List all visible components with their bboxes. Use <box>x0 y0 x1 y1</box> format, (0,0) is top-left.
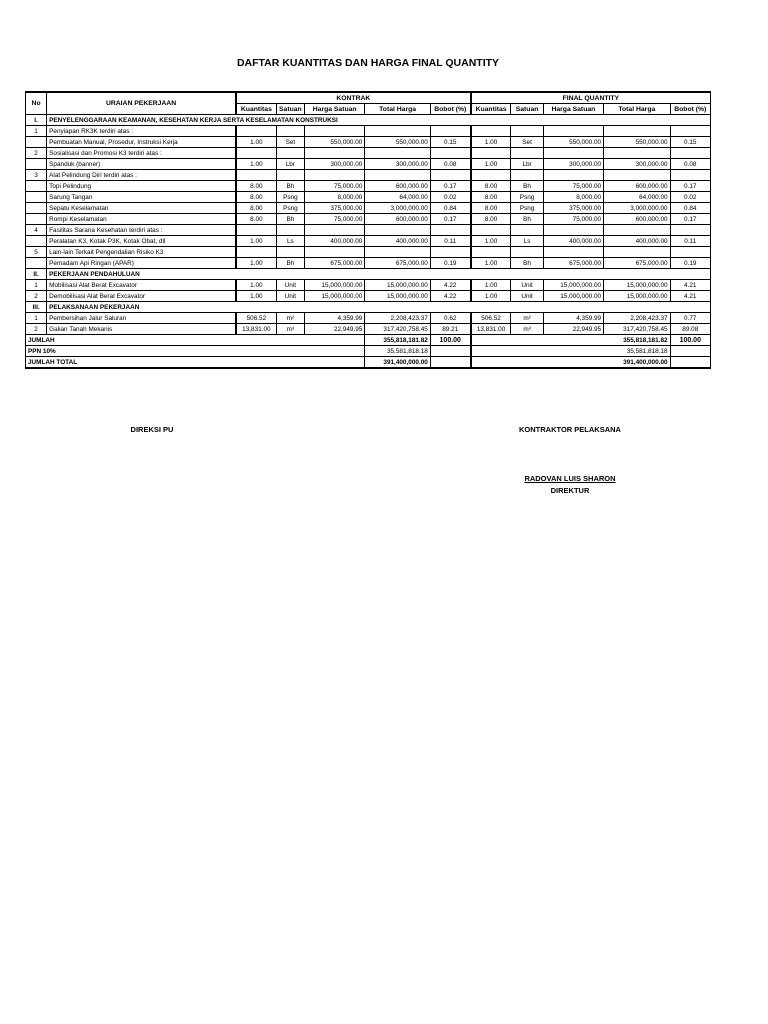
final-kuantitas-cell <box>471 225 511 236</box>
kontrak-satuan-cell: m³ <box>276 324 304 335</box>
table-row <box>26 170 711 181</box>
final-total-harga-cell: 2,208,423.37 <box>604 313 670 324</box>
kontrak-kuantitas-cell: 506.52 <box>236 313 276 324</box>
kontrak-total-harga-cell <box>365 126 430 137</box>
row-description: Pemadam Api Ringan (APAR) <box>47 258 236 269</box>
final-kuantitas-cell: 1.00 <box>471 280 511 291</box>
final-harga-satuan-cell: 75,000.00 <box>543 214 603 225</box>
kontrak-bobot-cell: 89.21 <box>430 324 470 335</box>
final-total-harga-cell: 15,000,000.00 <box>604 280 670 291</box>
kontrak-bobot-cell: 4.22 <box>430 291 470 302</box>
kontrak-kuantitas-cell: 1.00 <box>236 159 276 170</box>
header-satuan: Satuan <box>276 104 304 115</box>
kontrak-total-harga-cell: 550,000.00 <box>365 137 430 148</box>
kontrak-harga-satuan-cell: 8,000.00 <box>304 192 364 203</box>
row-description: Peralatan K3, Kotak P3K, Kotak Obat, dll <box>47 236 236 247</box>
final-bobot-cell <box>670 225 710 236</box>
final-harga-satuan-cell <box>543 126 603 137</box>
final-bobot-cell <box>670 247 710 258</box>
table-row <box>26 203 711 214</box>
kontrak-harga-satuan-cell: 4,359.99 <box>304 313 364 324</box>
final-satuan-cell: m³ <box>511 324 543 335</box>
kontrak-total-harga-cell: 675,000.00 <box>365 258 430 269</box>
header-harga-satuan: Harga Satuan <box>543 104 603 115</box>
final-satuan-cell: Bh <box>511 258 543 269</box>
final-bobot-cell: 0.08 <box>670 159 710 170</box>
kontrak-satuan-cell: Bh <box>276 214 304 225</box>
final-satuan-cell: Bh <box>511 181 543 192</box>
final-satuan-cell: m² <box>511 313 543 324</box>
final-satuan-cell <box>511 247 543 258</box>
final-satuan-cell: Unit <box>511 280 543 291</box>
final-total-harga-cell <box>604 170 670 181</box>
kontrak-harga-satuan-cell: 400,000.00 <box>304 236 364 247</box>
final-kuantitas-cell <box>471 148 511 159</box>
row-number: 5 <box>26 247 47 258</box>
final-satuan-cell: Set <box>511 137 543 148</box>
table-row <box>26 192 711 203</box>
bobot-final-total: 100.00 <box>670 335 710 346</box>
final-bobot-cell <box>670 126 710 137</box>
final-bobot-cell <box>670 170 710 181</box>
row-description: Sosialisasi dan Promosi K3 terdiri atas : <box>47 148 236 159</box>
final-kuantitas-cell: 13,831.00 <box>471 324 511 335</box>
table-row <box>26 115 711 126</box>
signature-direksi-title: DIREKSI PU <box>130 425 174 434</box>
table-row <box>26 137 711 148</box>
kontrak-satuan-cell: Psng <box>276 203 304 214</box>
table-row <box>26 258 711 269</box>
kontrak-bobot-cell <box>430 225 470 236</box>
final-satuan-cell <box>511 225 543 236</box>
signature-kontraktor-name: RADOVAN LUIS SHARON <box>524 474 616 483</box>
row-description: Penyiapan RK3K terdiri atas : <box>47 126 236 137</box>
kontrak-harga-satuan-cell: 300,000.00 <box>304 159 364 170</box>
table-row <box>26 269 711 280</box>
kontrak-bobot-cell: 0.62 <box>430 313 470 324</box>
header-kuantitas: Kuantitas <box>471 104 511 115</box>
kontrak-kuantitas-cell <box>236 148 276 159</box>
final-kuantitas-cell <box>471 170 511 181</box>
kontrak-bobot-cell: 0.19 <box>430 258 470 269</box>
kontrak-harga-satuan-cell: 15,000,000.00 <box>304 280 364 291</box>
final-harga-satuan-cell: 675,000.00 <box>543 258 603 269</box>
signature-kontraktor-title: KONTRAKTOR PELAKSANA <box>519 425 621 434</box>
bill-of-quantities-table <box>25 91 711 369</box>
row-number: 1 <box>26 280 47 291</box>
kontrak-satuan-cell <box>276 126 304 137</box>
table-row <box>26 148 711 159</box>
kontrak-harga-satuan-cell: 15,000,000.00 <box>304 291 364 302</box>
final-harga-satuan-cell <box>543 247 603 258</box>
table-row <box>26 247 711 258</box>
kontrak-kuantitas-cell: 8.00 <box>236 192 276 203</box>
final-kuantitas-cell: 8.00 <box>471 214 511 225</box>
row-number <box>26 203 47 214</box>
kontrak-bobot-cell: 0.17 <box>430 214 470 225</box>
kontrak-satuan-cell: Lbr <box>276 159 304 170</box>
final-kuantitas-cell <box>471 247 511 258</box>
final-kuantitas-cell: 8.00 <box>471 203 511 214</box>
row-description: Lain-lain Terkait Pengendalian Risiko K3 <box>47 247 236 258</box>
kontrak-harga-satuan-cell: 75,000.00 <box>304 181 364 192</box>
kontrak-kuantitas-cell <box>236 170 276 181</box>
final-total-harga-cell: 600,000.00 <box>604 181 670 192</box>
final-harga-satuan-cell: 400,000.00 <box>543 236 603 247</box>
final-kuantitas-cell: 1.00 <box>471 258 511 269</box>
header-bobot: Bobot (%) <box>670 104 710 115</box>
row-number: I. <box>26 115 47 126</box>
final-satuan-cell <box>511 170 543 181</box>
row-number <box>26 159 47 170</box>
row-number: III. <box>26 302 47 313</box>
kontrak-satuan-cell <box>276 225 304 236</box>
final-bobot-cell <box>670 148 710 159</box>
final-total-harga-cell <box>604 247 670 258</box>
kontrak-bobot-cell <box>430 247 470 258</box>
final-satuan-cell: Unit <box>511 291 543 302</box>
table-totals <box>26 335 711 369</box>
kontrak-bobot-cell: 0.84 <box>430 203 470 214</box>
kontrak-total-harga-cell: 400,000.00 <box>365 236 430 247</box>
jumlah-total-label: JUMLAH TOTAL <box>26 357 365 369</box>
kontrak-kuantitas-cell: 1.00 <box>236 280 276 291</box>
final-total-harga-cell: 675,000.00 <box>604 258 670 269</box>
final-harga-satuan-cell <box>543 148 603 159</box>
final-harga-satuan-cell: 15,000,000.00 <box>543 291 603 302</box>
kontrak-harga-satuan-cell <box>304 148 364 159</box>
kontrak-satuan-cell: Bh <box>276 258 304 269</box>
kontrak-total-harga-cell: 600,000.00 <box>365 181 430 192</box>
kontrak-total-harga-cell: 15,000,000.00 <box>365 280 430 291</box>
final-harga-satuan-cell <box>543 225 603 236</box>
row-number: 1 <box>26 126 47 137</box>
kontrak-bobot-cell: 0.11 <box>430 236 470 247</box>
kontrak-bobot-cell <box>430 126 470 137</box>
bobot-kontrak-total: 100.00 <box>430 335 470 346</box>
jumlah-total-final-value: 391,400,000.00 <box>471 357 670 369</box>
kontrak-kuantitas-cell: 1.00 <box>236 291 276 302</box>
jumlah-kontrak-value: 355,818,181.82 <box>365 335 430 346</box>
kontrak-total-harga-cell: 3,000,000.00 <box>365 203 430 214</box>
ppn-kontrak-value: 35,581,818.18 <box>365 346 430 357</box>
row-description: Sepatu Keselamatan <box>47 203 236 214</box>
jumlah-final-value: 355,818,181.82 <box>471 335 670 346</box>
table-row <box>26 225 711 236</box>
table-body <box>26 115 711 335</box>
kontrak-total-harga-cell: 600,000.00 <box>365 214 430 225</box>
final-bobot-cell: 4.21 <box>670 280 710 291</box>
kontrak-kuantitas-cell: 1.00 <box>236 236 276 247</box>
kontrak-bobot-cell: 4.22 <box>430 280 470 291</box>
kontrak-total-harga-cell <box>365 247 430 258</box>
row-number <box>26 192 47 203</box>
header-kontrak: KONTRAK <box>236 92 471 104</box>
kontrak-bobot-cell: 0.17 <box>430 181 470 192</box>
final-harga-satuan-cell: 4,359.99 <box>543 313 603 324</box>
header-no: No <box>26 92 47 115</box>
kontrak-satuan-cell: Psng <box>276 192 304 203</box>
table-row <box>26 324 711 335</box>
final-total-harga-cell: 317,420,758.45 <box>604 324 670 335</box>
final-harga-satuan-cell: 15,000,000.00 <box>543 280 603 291</box>
kontrak-kuantitas-cell <box>236 126 276 137</box>
row-number <box>26 181 47 192</box>
table-row <box>26 159 711 170</box>
final-bobot-cell: 4.21 <box>670 291 710 302</box>
signature-kontraktor-role: DIREKTUR <box>550 486 590 495</box>
final-kuantitas-cell: 8.00 <box>471 181 511 192</box>
kontrak-bobot-cell <box>430 148 470 159</box>
final-total-harga-cell <box>604 148 670 159</box>
final-bobot-cell: 89.08 <box>670 324 710 335</box>
kontrak-satuan-cell: Ls <box>276 236 304 247</box>
row-description: Rompi Keselamatan <box>47 214 236 225</box>
kontrak-kuantitas-cell <box>236 247 276 258</box>
kontrak-kuantitas-cell: 1.00 <box>236 258 276 269</box>
final-satuan-cell: Psng <box>511 192 543 203</box>
header-total-harga: Total Harga <box>604 104 670 115</box>
final-bobot-cell: 0.17 <box>670 214 710 225</box>
row-description: Galian Tanah Mekanis <box>47 324 236 335</box>
header-final-quantity: FINAL QUANTITY <box>471 92 711 104</box>
kontrak-bobot-cell <box>430 170 470 181</box>
header-uraian: URAIAN PEKERJAAN <box>47 92 236 115</box>
final-kuantitas-cell: 1.00 <box>471 137 511 148</box>
row-number: 3 <box>26 170 47 181</box>
jumlah-total-kontrak-value: 391,400,000.00 <box>365 357 430 369</box>
kontrak-harga-satuan-cell: 22,949.95 <box>304 324 364 335</box>
kontrak-harga-satuan-cell <box>304 170 364 181</box>
kontrak-harga-satuan-cell <box>304 247 364 258</box>
row-description: Sarung Tangan <box>47 192 236 203</box>
kontrak-satuan-cell: Unit <box>276 291 304 302</box>
final-satuan-cell: Psng <box>511 203 543 214</box>
final-total-harga-cell <box>604 225 670 236</box>
row-description: Topi Pelindung <box>47 181 236 192</box>
header-harga-satuan: Harga Satuan <box>304 104 364 115</box>
kontrak-total-harga-cell <box>365 148 430 159</box>
row-number <box>26 137 47 148</box>
table-row <box>26 214 711 225</box>
row-number: II. <box>26 269 47 280</box>
kontrak-kuantitas-cell: 13,831.00 <box>236 324 276 335</box>
final-satuan-cell: Bh <box>511 214 543 225</box>
table-row <box>26 181 711 192</box>
final-total-harga-cell: 3,000,000.00 <box>604 203 670 214</box>
kontrak-satuan-cell: Set <box>276 137 304 148</box>
table-row <box>26 126 711 137</box>
kontrak-satuan-cell <box>276 170 304 181</box>
kontrak-kuantitas-cell: 1.00 <box>236 137 276 148</box>
final-total-harga-cell: 300,000.00 <box>604 159 670 170</box>
row-number: 1 <box>26 313 47 324</box>
final-satuan-cell <box>511 126 543 137</box>
final-kuantitas-cell: 1.00 <box>471 159 511 170</box>
final-satuan-cell <box>511 148 543 159</box>
header-bobot: Bobot (%) <box>430 104 470 115</box>
table-row <box>26 236 711 247</box>
final-bobot-cell: 0.17 <box>670 181 710 192</box>
final-kuantitas-cell: 1.00 <box>471 291 511 302</box>
kontrak-satuan-cell: Unit <box>276 280 304 291</box>
final-bobot-cell: 0.15 <box>670 137 710 148</box>
final-harga-satuan-cell: 300,000.00 <box>543 159 603 170</box>
final-total-harga-cell: 550,000.00 <box>604 137 670 148</box>
final-satuan-cell: Lbr <box>511 159 543 170</box>
final-harga-satuan-cell: 8,000.00 <box>543 192 603 203</box>
kontrak-harga-satuan-cell: 550,000.00 <box>304 137 364 148</box>
row-description: Fasilitas Sarana Kesehatan terdiri atas : <box>47 225 236 236</box>
final-kuantitas-cell: 1.00 <box>471 236 511 247</box>
kontrak-total-harga-cell <box>365 170 430 181</box>
row-description: Pembuatan Manual, Prosedur, Instruksi Kerja <box>47 137 236 148</box>
row-number: 2 <box>26 148 47 159</box>
row-number <box>26 258 47 269</box>
section-heading: PENYELENGGARAAN KEAMANAN, KESEHATAN KERJA SERTA KESELAMATAN KONSTRUKSI <box>47 115 711 126</box>
kontrak-bobot-cell: 0.02 <box>430 192 470 203</box>
final-bobot-cell: 0.02 <box>670 192 710 203</box>
kontrak-total-harga-cell: 15,000,000.00 <box>365 291 430 302</box>
row-number: 2 <box>26 291 47 302</box>
final-total-harga-cell: 15,000,000.00 <box>604 291 670 302</box>
final-total-harga-cell: 64,000.00 <box>604 192 670 203</box>
row-description: Demobilisasi Alat Berat Excavator <box>47 291 236 302</box>
table-row <box>26 280 711 291</box>
table-row <box>26 291 711 302</box>
final-harga-satuan-cell: 550,000.00 <box>543 137 603 148</box>
document-title: DAFTAR KUANTITAS DAN HARGA FINAL QUANTITY <box>236 57 500 69</box>
section-heading: PELAKSANAAN PEKERJAAN <box>47 302 711 313</box>
row-number <box>26 236 47 247</box>
final-satuan-cell: Ls <box>511 236 543 247</box>
final-total-harga-cell <box>604 126 670 137</box>
kontrak-satuan-cell <box>276 148 304 159</box>
header-total-harga: Total Harga <box>365 104 430 115</box>
kontrak-bobot-cell: 0.15 <box>430 137 470 148</box>
row-number <box>26 214 47 225</box>
kontrak-total-harga-cell: 2,208,423.37 <box>365 313 430 324</box>
final-bobot-cell: 0.77 <box>670 313 710 324</box>
section-heading: PEKERJAAN PENDAHULUAN <box>47 269 711 280</box>
ppn-label: PPN 10% <box>26 346 365 357</box>
kontrak-kuantitas-cell: 8.00 <box>236 214 276 225</box>
row-description: Mobilisasi Alat Berat Excavator <box>47 280 236 291</box>
kontrak-satuan-cell: m² <box>276 313 304 324</box>
final-bobot-cell: 0.84 <box>670 203 710 214</box>
kontrak-bobot-cell: 0.08 <box>430 159 470 170</box>
kontrak-satuan-cell: Bh <box>276 181 304 192</box>
final-total-harga-cell: 400,000.00 <box>604 236 670 247</box>
kontrak-harga-satuan-cell <box>304 126 364 137</box>
kontrak-harga-satuan-cell: 375,000.00 <box>304 203 364 214</box>
kontrak-kuantitas-cell: 8.00 <box>236 181 276 192</box>
row-number: 2 <box>26 324 47 335</box>
row-description: Spanduk (banner) <box>47 159 236 170</box>
table-row <box>26 302 711 313</box>
kontrak-total-harga-cell: 300,000.00 <box>365 159 430 170</box>
ppn-final-value: 35,581,818.18 <box>471 346 670 357</box>
final-bobot-cell: 0.11 <box>670 236 710 247</box>
kontrak-harga-satuan-cell: 75,000.00 <box>304 214 364 225</box>
final-harga-satuan-cell: 375,000.00 <box>543 203 603 214</box>
header-kuantitas: Kuantitas <box>236 104 276 115</box>
jumlah-label: JUMLAH <box>26 335 365 346</box>
final-harga-satuan-cell <box>543 170 603 181</box>
final-harga-satuan-cell: 75,000.00 <box>543 181 603 192</box>
kontrak-kuantitas-cell: 8.00 <box>236 203 276 214</box>
kontrak-harga-satuan-cell <box>304 225 364 236</box>
kontrak-total-harga-cell: 317,420,758.45 <box>365 324 430 335</box>
final-kuantitas-cell <box>471 126 511 137</box>
final-kuantitas-cell: 8.00 <box>471 192 511 203</box>
final-total-harga-cell: 600,000.00 <box>604 214 670 225</box>
header-satuan: Satuan <box>511 104 543 115</box>
final-kuantitas-cell: 506.52 <box>471 313 511 324</box>
kontrak-total-harga-cell: 64,000.00 <box>365 192 430 203</box>
kontrak-harga-satuan-cell: 675,000.00 <box>304 258 364 269</box>
final-harga-satuan-cell: 22,949.95 <box>543 324 603 335</box>
row-description: Alat Pelindung Diri terdiri atas : <box>47 170 236 181</box>
row-number: 4 <box>26 225 47 236</box>
kontrak-total-harga-cell <box>365 225 430 236</box>
kontrak-kuantitas-cell <box>236 225 276 236</box>
kontrak-satuan-cell <box>276 247 304 258</box>
row-description: Pembersihan Jalur Saluran <box>47 313 236 324</box>
table-row <box>26 313 711 324</box>
final-bobot-cell: 0.19 <box>670 258 710 269</box>
